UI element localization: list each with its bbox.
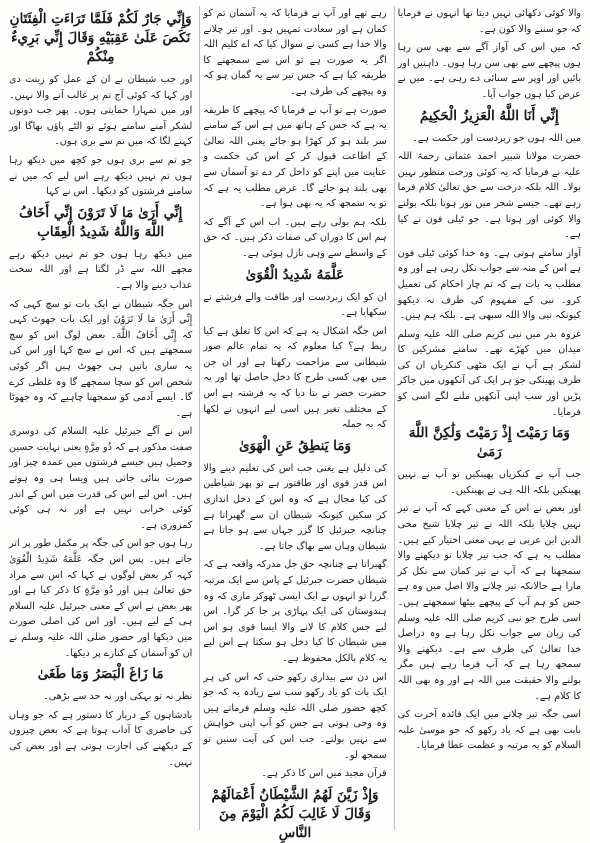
paragraph: اس دن سے بیداری رکھو حتی کہ اس کی ہر ایک بات کو یاد رکھو سب سے زیادہ یہ کہ جو کچھ حضور صلی اللہ علیہ وسلم فرماتے ہیں وہ وحی ہوتی ہے جس کو آپ اپنی خواہش سے نہیں بولتے۔ جب اس کی آیت سنیں تو سمجھ لو۔ [203, 671, 387, 761]
column-right [394, 6, 584, 830]
paragraph: نظر نہ تو بہکی اور نہ حد سے بڑھی۔ [43, 691, 193, 703]
paragraph: اسی جگہ تیر چلانے میں ایک فائدہ آخرت کی بابت بھی ہے کہ یاد رکھو کہ جو موسیٰ علیہ السلام کو یہ مرتبہ و عظمت عطا فرمایا۔ [397, 709, 581, 752]
column-left [6, 6, 195, 830]
paragraph: آواز سامنے ہوتی ہے۔ وہ خدا کوئی ٹیلی فون ہے اس کے منہ سے جواب نکل رہی ہے اور وہ مطلب یہ بات ہے کہ تم چار احکام کی تعمیل کرو۔ نبی کے مفہوم کی طرف نہ دیکھو کیونکہ نبی والا اللہ سبھی ہے۔ بلکہ ہم ہیں۔ [397, 247, 581, 322]
quran-verse: وَإِذْ زَيَّنَ لَهُمُ الشَّيْطَانُ أَعْمَالَهُمْ وَقَالَ لَا غَالِبَ لَكُمُ الْيَوْمَ مِنَ النَّاسِ [211, 786, 379, 841]
paragraph: ان کو ایک زبردست اور طاقت والے فرشتے نے سکھایا ہے۔ [203, 291, 387, 319]
paragraph: گھبراتا ہے چنانچہ حق جل مدرکہ واقعہ ہے کہ شیطان حضرت جبرئیل کے پاس سے ایک مرتبہ گزرا تو انہوں نے ایک ایسی ٹھوکر ماری کہ وہ ہندوستان کی ایک پہاڑی پر جا کر گرا۔ اس لیے جس کلام کا لانے والا ایسا قوی ہو اس میں شیطان کا کیا دخل ہو سکتا ہے اس لیے یہ کلام بالکل محفوظ ہے۔ [203, 559, 387, 664]
paragraph: رہے تھے اور آپ نے فرمایا کہ یہ آسمان تم کو کمان ہے اور سعادت تمہیں ہو۔ اور تیر چلانے والا خدا ہے کسی نے سوال کیا کہ اے کلیم اللہ اگر یہ صورت ہے تو اس سے سمجھنے کا طریقہ کیا ہے کہ جس تیر سے یہ گمان ہو کہ وہ پیچھے کی طرف ہے۔ [203, 8, 387, 97]
paragraph: کہ میں اس کی آواز آگے سے بھی سن رہا ہوں پیچھے سے بھی سن رہا ہوں۔ داہنیں اور بائیں اور اوپر سے سنائی دے رہی ہے۔ میں نے عرض کیا ہوں جواب آیا۔ [397, 42, 581, 100]
quran-verse: وَمَا يَنطِقُ عَنِ الْهَوَىٰ [238, 437, 352, 454]
quran-verse: إِنِّي أَنَا اللَّهُ الْعَزِيزُ الْحَكِيمُ [419, 107, 559, 124]
paragraph: حضرت مولانا شبیر احمد عثمانی رحمۃ اللہ علیہ نے فرمایا کہ یہ کوئی ورخت منظور نہیں بولا۔ اللہ بلکہ درخت سے حق تعالیٰ کلام فرما رہے تھے۔ جیسے شجر میں نور ہوتا بلکہ بولنے والا کوئی اور ہوتا ہے۔ جو ٹیلی فون نے کیا ہے۔ [397, 151, 581, 241]
paragraph: صورت ہے تو آپ نے فرمایا کہ پیچھے کا طریقہ یہ ہے کہ جس کے ہاتھ میں ہے اس کے سامنے سر بلند ہو کر کھڑا ہو جائے یعنی اللہ تعالیٰ کے اطاعت قبول کر کے اس کی حکمت و عنایت میں اپنے کو داخل کر دے تو آسمان سے بھی بلند ہو جائے گا۔ غرض مطلب یہ ہے کہ تو یہ سمجھ کہ یہ بھی ہوا ہے۔ [203, 104, 387, 210]
paragraph: کی دلیل ہے یعنی جب اس کی تعلیم دینے والا اس قدر قوی اور طاقتور ہے تو پھر شیاطین کی کیا مجال ہے کہ وہ اس کے دخل اندازی کر سکیں کیونکہ شیطان ان سے گھبراتا ہے چنانچہ جبرئیل کا گزر جہاں سے ہو جاتا ہے شیطان وہاں سے بھاگ جاتا ہے۔ [203, 462, 387, 552]
paragraph: رہا ہوں جو اس کی جگہ پر مکمل طور پر اتر جاتے ہیں۔ پس اس جگہ عَلَّمَهُ شَدِيدُ الْقُوَىٰ کہہ کر بعض لوگوں نے کہا کہ اس سے مراد حق تعالیٰ ہیں اور ذُو مِرَّةٍ کا ذکر کیا ہے اور پھر بعض نے اس کے معنی جبرئیل علیہ السلام ہی کے لیے ہیں۔ اور اس کی اصلی صورت میں دیکھا اور حضور صلی اللہ علیہ وسلم نے ان کو آسمان کے کنارے پر دیکھا۔ [9, 538, 193, 659]
paragraph: والا کوئی دکھائی نہیں دیتا تھا انہوں نے فرمایا کہ جو سننے والا کون ہے۔ [397, 8, 581, 35]
quran-verse: إِنِّي أَرَىٰ مَا لَا تَرَوْنَ إِنِّي أَخَافُ اللَّهَ وَاللَّهُ شَدِيدُ الْعِقَابِ [18, 204, 183, 240]
paragraph: اس جگہ شیطان نے ایک بات تو سچ کہی کہ إِنِّي أَرَىٰ مَا لَا تَرَوْنَ اور ایک بات جھوٹ کہی کہ إِنِّي أَخَافُ اللَّهَ۔ بعض لوگ اس کو سچ سمجھتے ہیں کہ اس نے سچ کہا اور اس کی یہ ساری باتیں ہی جھوٹ ہیں اگر کوئی شخص اس کو سچا سمجھے گا وہ غلطی کرے گا۔ ایسے آدمی کو سمجھنا چاہیے کہ وہ جھوٹا ہے۔ [9, 298, 193, 419]
paragraph: جو تم سے بری ہوں جو کچھ میں دیکھ رہا ہوں تم نہیں دیکھ رہے اس لیے کہ میں نے سامنے فرشتوں کو دیکھا۔ اس نے کہا [9, 154, 193, 198]
quran-verse: وَمَا رَمَيْتَ إِذْ رَمَيْتَ وَلَٰكِنَّ اللَّهَ رَمَىٰ [408, 425, 570, 461]
quran-verse: عَلَّمَهُ شَدِيدُ الْقُوَىٰ [245, 266, 345, 283]
paragraph: میں اللہ ہوں جو زبردست اور حکمت ہے۔ [412, 132, 581, 144]
quran-verse: وَإِنِّي جَارٌ لَكُمْ فَلَمَّا تَرَاءَتِ الْفِئَتَانِ نَكَصَ عَلَىٰ عَقِبَيْهِ وَقَالَ إِنِّي بَرِيءٌ مِنْكُمْ [9, 11, 192, 65]
paragraph: اور بعض نے اس کے معنی کہے کہ آپ نے تیر نہیں چلایا بلکہ اللہ نے تیر چلایا شیخ محی الدین ابن عربی نے یہی معنی اختیار کیے ہیں۔ مطلب یہ ہے کہ جب تیر چلایا تو دیکھنے والا سمجھتا ہے کہ آپ نے تیر کمان سے نکل کر مارا ہے حالانکہ تیر چلانے والا اصل میں وہ ہے جس کو ہم آپ کے پیچھے بیٹھا سمجھتے ہیں۔ اسی طرح جو نبی کریم صلی اللہ علیہ وسلم کی زبان سے جواب نکل رہا ہے وہ دراصل خدا تعالیٰ کی طرف سے ہے۔ دیکھنے والا سمجھ رہا ہے کہ آپ فرما رہے ہیں مگر بولنے والا حقیقت میں اللہ ہے اور وہ بھی اللہ کا کلام ہے۔ [397, 503, 581, 702]
paragraph: قرآن مجید میں اس کا ذکر ہے۔ [261, 768, 387, 780]
column-middle [199, 6, 389, 841]
paragraph: اس جگہ اشکال یہ ہے کہ اس کا تعلق ہے کیا ربط ہے؟ کیا معلوم کہ یہ تمام عالم صور شیطانی سے مزاحمت رکھتا ہے اور ان جن میں بھی کسی طرح کا دخل حاصل تھا اور یہ حضرت خضر نے بتا دیا کہ یہ فرشتہ ہے اس کے مختلف تغیر ہیں اسی لیے انہوں نے لکھا کہ یہ جملہ [203, 325, 387, 431]
paragraph: اس نے آگے جبرئیل علیہ السلام کی دوسری صفت مذکور ہے کہ ذُو مِرَّةٍ یعنی نہایت حسین وجمیل ہیں جیسے فرشتوں میں عمدہ چیز اور صورت بنائی جاتی ہیں ویسا ہی وہ ہوتے ہیں۔ اس لیے اس کی قدرت میں اس کے اندر کوئی خرابی نہیں ہے اور نہ ہی کوئی کمزوری ہے۔ [9, 426, 193, 531]
paragraph: بلکہ ہم بولی رہے ہیں۔ اب اس کے آگے کہ ہم اس کا دوران کی صفات ذکر ہیں۔ کہ حق کے واسطے سے وہی نازل ہوئی ہے۔ [203, 216, 387, 259]
paragraph: غزوہ بدر میں نبی کریم صلی اللہ علیہ وسلم میدان میں کھڑے تھے۔ سامنے مشرکین کا لشکر ہے آپ نے ایک مٹھی کنکریاں ان کی طرف پھینکی جو ہر ایک کی آنکھوں میں جاکر پڑیں اور سب اپنی آنکھیں ملنے لگے اسی کو فرمایا۔ [397, 328, 581, 418]
quran-verse: مَا زَاغَ الْبَصَرُ وَمَا طَغَىٰ [37, 666, 164, 683]
paragraph: بادشاہوں کے دربار کا دستور ہے کہ جو وہاں کی حاضری کا آداب ہوتا ہے کہ بعض چیزوں کے دیکھنے کی اجازت ہوتی ہے اور بعض کی نہیں۔ [9, 709, 193, 768]
paragraph: میں دیکھ رہا ہوں جو تم نہیں دیکھ رہے مجھے اللہ سے ڈر لگتا ہے اور اللہ سخت عذاب دینے والا ہے۔ [9, 248, 193, 291]
paragraph: اور جب شیطان نے ان کے عمل کو زینت دی اور کہا کہ کوئی آج تم پر غالب آنے والا نہیں۔ اور میں تمہارا حمایتی ہوں۔ پھر جب دونوں لشکر آمنے سامنے ہوئے تو الٹے پاؤں بھاگا اور کہنے لگا کہ میں تم سے بری ہوں۔ [9, 74, 193, 148]
paragraph: جب آپ نے کنکریاں پھینکیں تو آپ نے نہیں پھینکیں بلکہ اللہ ہی نے پھینکیں۔ [397, 469, 581, 496]
